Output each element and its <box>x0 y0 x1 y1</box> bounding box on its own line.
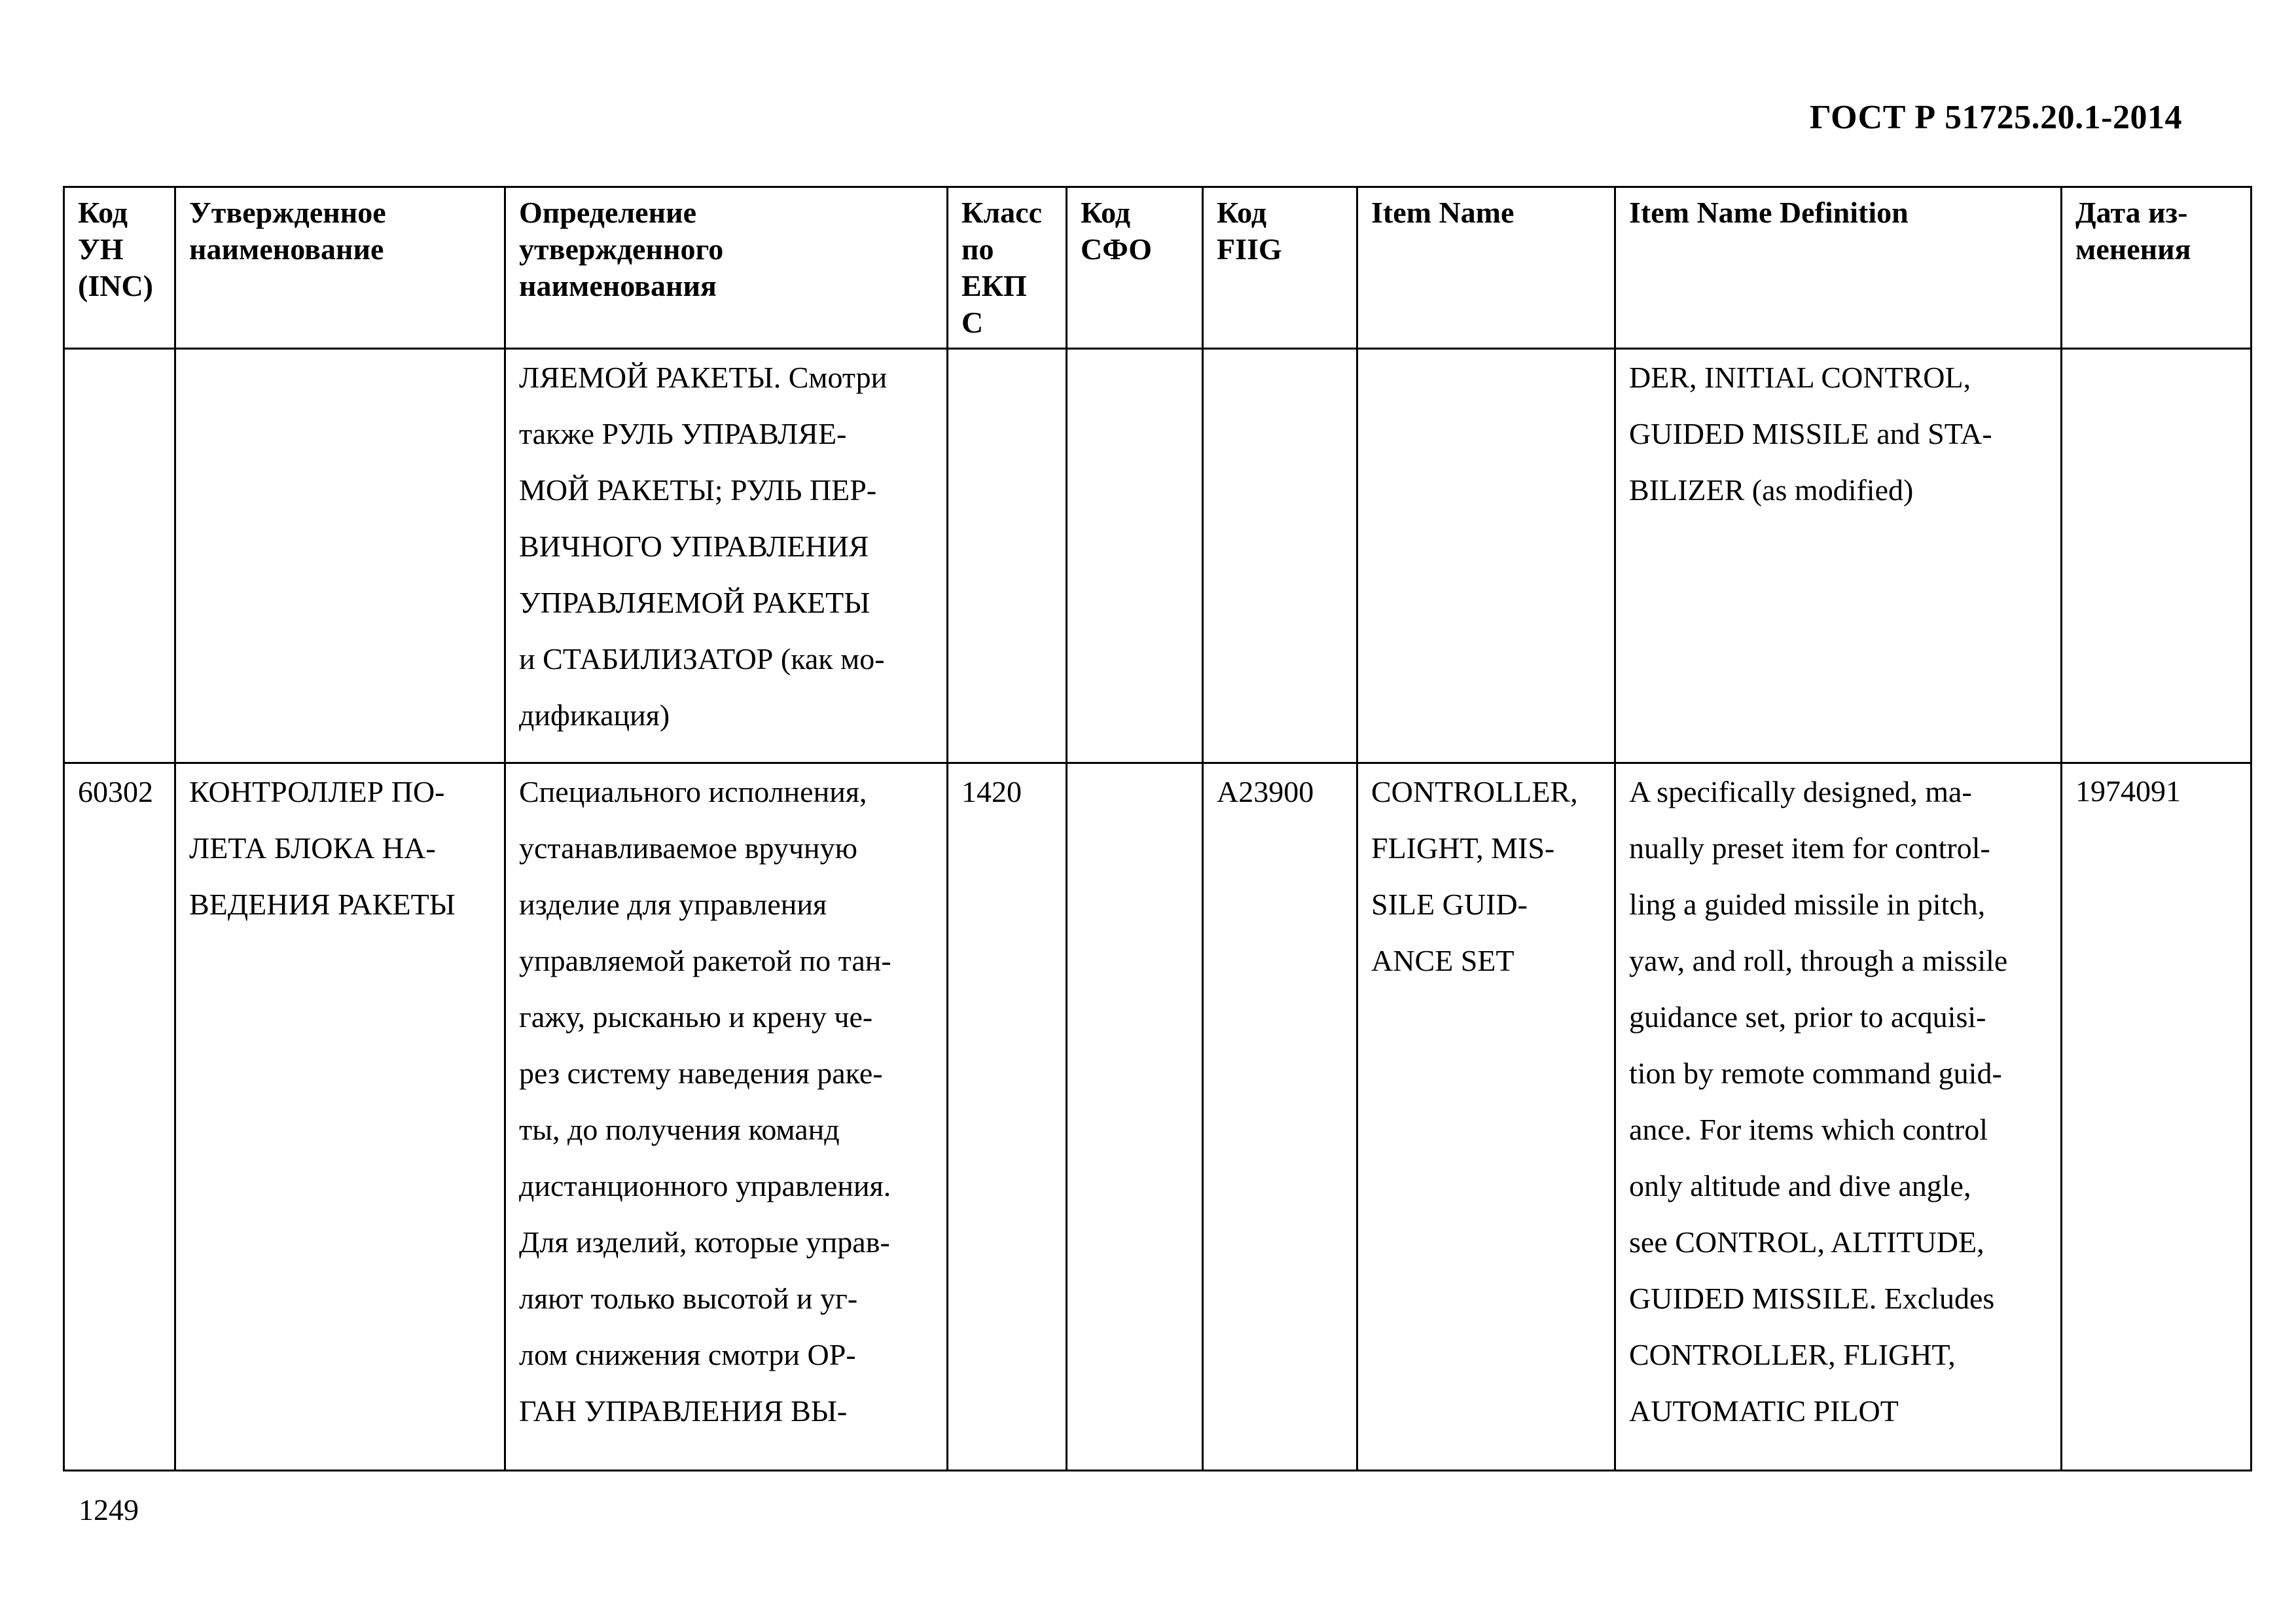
cell-item-name-definition: A specifically designed, ma- nually preset item for control- ling a guided missile in pitch, yaw, and roll, through a missile guidance set, prior to acquisi- tion by remote command guid- ance. For items which control only altitude and dive angle, see CONTROL, ALTITUDE, GUIDED MISSILE. Excludes CONTROLLER, FLIGHT, AUTOMATIC PILOT <box>1615 763 2062 1471</box>
cell-approved-name <box>175 349 505 763</box>
cell-sfo-code <box>1067 349 1203 763</box>
table-row <box>64 349 2251 763</box>
document-header: ГОСТ Р 51725.20.1-2014 <box>1809 99 2182 136</box>
table-header-row <box>64 187 2251 349</box>
cell-fiig-code <box>1203 349 1357 763</box>
column-header-approved-name: Утвержденное наименование <box>175 187 505 349</box>
table-row <box>64 763 2251 1471</box>
page-number: 1249 <box>79 1493 139 1526</box>
column-header-change-date: Дата из- менения <box>2062 187 2251 349</box>
cell-name-definition: ЛЯЕМОЙ РАКЕТЫ. Смотри также РУЛЬ УПРАВЛЯЕ- МОЙ РАКЕТЫ; РУЛЬ ПЕР- ВИЧНОГО УПРАВЛЕНИЯ УПРАВЛЯЕМОЙ РАКЕТЫ и СТАБИЛИЗАТОР (как мо- дификация) <box>505 349 948 763</box>
cell-class <box>948 349 1067 763</box>
cell-inc <box>64 349 175 763</box>
cell-approved-name: КОНТРОЛЛЕР ПО- ЛЕТА БЛОКА НА- ВЕДЕНИЯ РАКЕТЫ <box>175 763 505 1471</box>
cell-fiig-code: A23900 <box>1203 763 1357 1471</box>
cell-item-name-definition: DER, INITIAL CONTROL, GUIDED MISSILE and STA- BILIZER (as modified) <box>1615 349 2062 763</box>
nomenclature-table <box>63 186 2252 1471</box>
cell-name-definition: Специального исполнения, устанавливаемое вручную изделие для управления управляемой ракетой по тан- гажу, рысканью и крену че- рез систему наведения раке- ты, до получения команд дистанционного управления. Для изделий, которые управ- ляют только высотой и уг- лом снижения смотри ОР- ГАН УПРАВЛЕНИЯ ВЫ- <box>505 763 948 1471</box>
column-header-sfo-code: Код СФО <box>1067 187 1203 349</box>
column-header-item-name-definition: Item Name Definition <box>1615 187 2062 349</box>
cell-item-name: CONTROLLER, FLIGHT, MIS- SILE GUID- ANCE SET <box>1357 763 1615 1471</box>
cell-item-name <box>1357 349 1615 763</box>
column-header-class: Класс по ЕКП С <box>948 187 1067 349</box>
cell-class: 1420 <box>948 763 1067 1471</box>
cell-sfo-code <box>1067 763 1203 1471</box>
cell-inc: 60302 <box>64 763 175 1471</box>
column-header-name-definition: Определение утвержденного наименования <box>505 187 948 349</box>
column-header-fiig-code: Код FIIG <box>1203 187 1357 349</box>
column-header-item-name: Item Name <box>1357 187 1615 349</box>
column-header-inc: Код УН (INC) <box>64 187 175 349</box>
cell-change-date <box>2062 349 2251 763</box>
cell-change-date: 1974091 <box>2062 763 2251 1471</box>
